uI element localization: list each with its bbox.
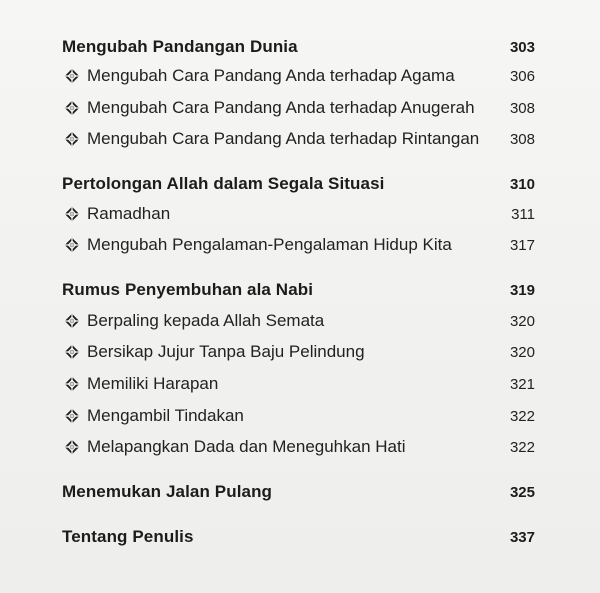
entry-page-number: 322 bbox=[509, 407, 535, 425]
entry-page-number: 320 bbox=[509, 343, 535, 361]
toc-chapter[interactable] bbox=[60, 523, 535, 551]
toc-entry[interactable] bbox=[60, 200, 535, 228]
entry-page-number: 322 bbox=[509, 438, 535, 456]
diamond-ornament-icon bbox=[64, 439, 80, 455]
entry-page-number: 321 bbox=[509, 375, 535, 393]
entry-page-number: 308 bbox=[509, 130, 535, 148]
toc-entry[interactable] bbox=[60, 231, 535, 259]
chapter-page-number: 337 bbox=[509, 528, 535, 546]
diamond-ornament-icon bbox=[64, 313, 80, 329]
entry-title: Memiliki Harapan bbox=[87, 374, 219, 393]
toc-chapter[interactable] bbox=[60, 478, 535, 506]
entry-page-number: 311 bbox=[511, 205, 535, 223]
entry-title: Mengubah Cara Pandang Anda terhadap Agama bbox=[87, 66, 455, 85]
chapter-title: Mengubah Pandangan Dunia bbox=[62, 37, 298, 56]
entry-title: Mengubah Cara Pandang Anda terhadap Anugerah bbox=[87, 98, 475, 117]
chapter-page-number: 325 bbox=[509, 483, 535, 501]
diamond-ornament-icon bbox=[64, 344, 80, 360]
entry-title: Mengambil Tindakan bbox=[87, 406, 244, 425]
toc-entry[interactable] bbox=[60, 62, 535, 90]
entry-page-number: 320 bbox=[509, 312, 535, 330]
chapter-page-number: 319 bbox=[509, 281, 535, 299]
diamond-ornament-icon bbox=[64, 206, 80, 222]
entry-title: Mengubah Cara Pandang Anda terhadap Rintangan bbox=[87, 129, 480, 148]
toc-chapter[interactable] bbox=[60, 170, 535, 198]
chapter-page-number: 303 bbox=[509, 38, 535, 56]
entry-title: Bersikap Jujur Tanpa Baju Pelindung bbox=[87, 342, 365, 361]
diamond-ornament-icon bbox=[64, 376, 80, 392]
entry-title: Melapangkan Dada dan Meneguhkan Hati bbox=[87, 437, 406, 456]
toc-entry[interactable] bbox=[60, 125, 535, 153]
entry-title: Ramadhan bbox=[87, 204, 171, 223]
chapter-page-number: 310 bbox=[509, 175, 535, 193]
chapter-title: Rumus Penyembuhan ala Nabi bbox=[62, 280, 314, 299]
toc-chapter[interactable] bbox=[60, 276, 535, 304]
entry-page-number: 308 bbox=[509, 99, 535, 117]
diamond-ornament-icon bbox=[64, 100, 80, 116]
toc-entry[interactable] bbox=[60, 307, 535, 335]
diamond-ornament-icon bbox=[64, 68, 80, 84]
entry-title: Mengubah Pengalaman-Pengalaman Hidup Kita bbox=[87, 235, 452, 254]
chapter-title: Menemukan Jalan Pulang bbox=[62, 482, 273, 501]
toc-entry[interactable] bbox=[60, 338, 535, 366]
chapter-title: Tentang Penulis bbox=[62, 527, 194, 546]
diamond-ornament-icon bbox=[64, 237, 80, 253]
entry-title: Berpaling kepada Allah Semata bbox=[87, 311, 325, 330]
toc-entry[interactable] bbox=[60, 402, 535, 430]
diamond-ornament-icon bbox=[64, 131, 80, 147]
entry-page-number: 317 bbox=[509, 236, 535, 254]
toc-entry[interactable] bbox=[60, 94, 535, 122]
entry-page-number: 306 bbox=[509, 67, 535, 85]
toc-entry[interactable] bbox=[60, 370, 535, 398]
toc-chapter[interactable] bbox=[60, 33, 535, 61]
diamond-ornament-icon bbox=[64, 408, 80, 424]
chapter-title: Pertolongan Allah dalam Segala Situasi bbox=[62, 174, 385, 193]
toc-entry[interactable] bbox=[60, 433, 535, 461]
